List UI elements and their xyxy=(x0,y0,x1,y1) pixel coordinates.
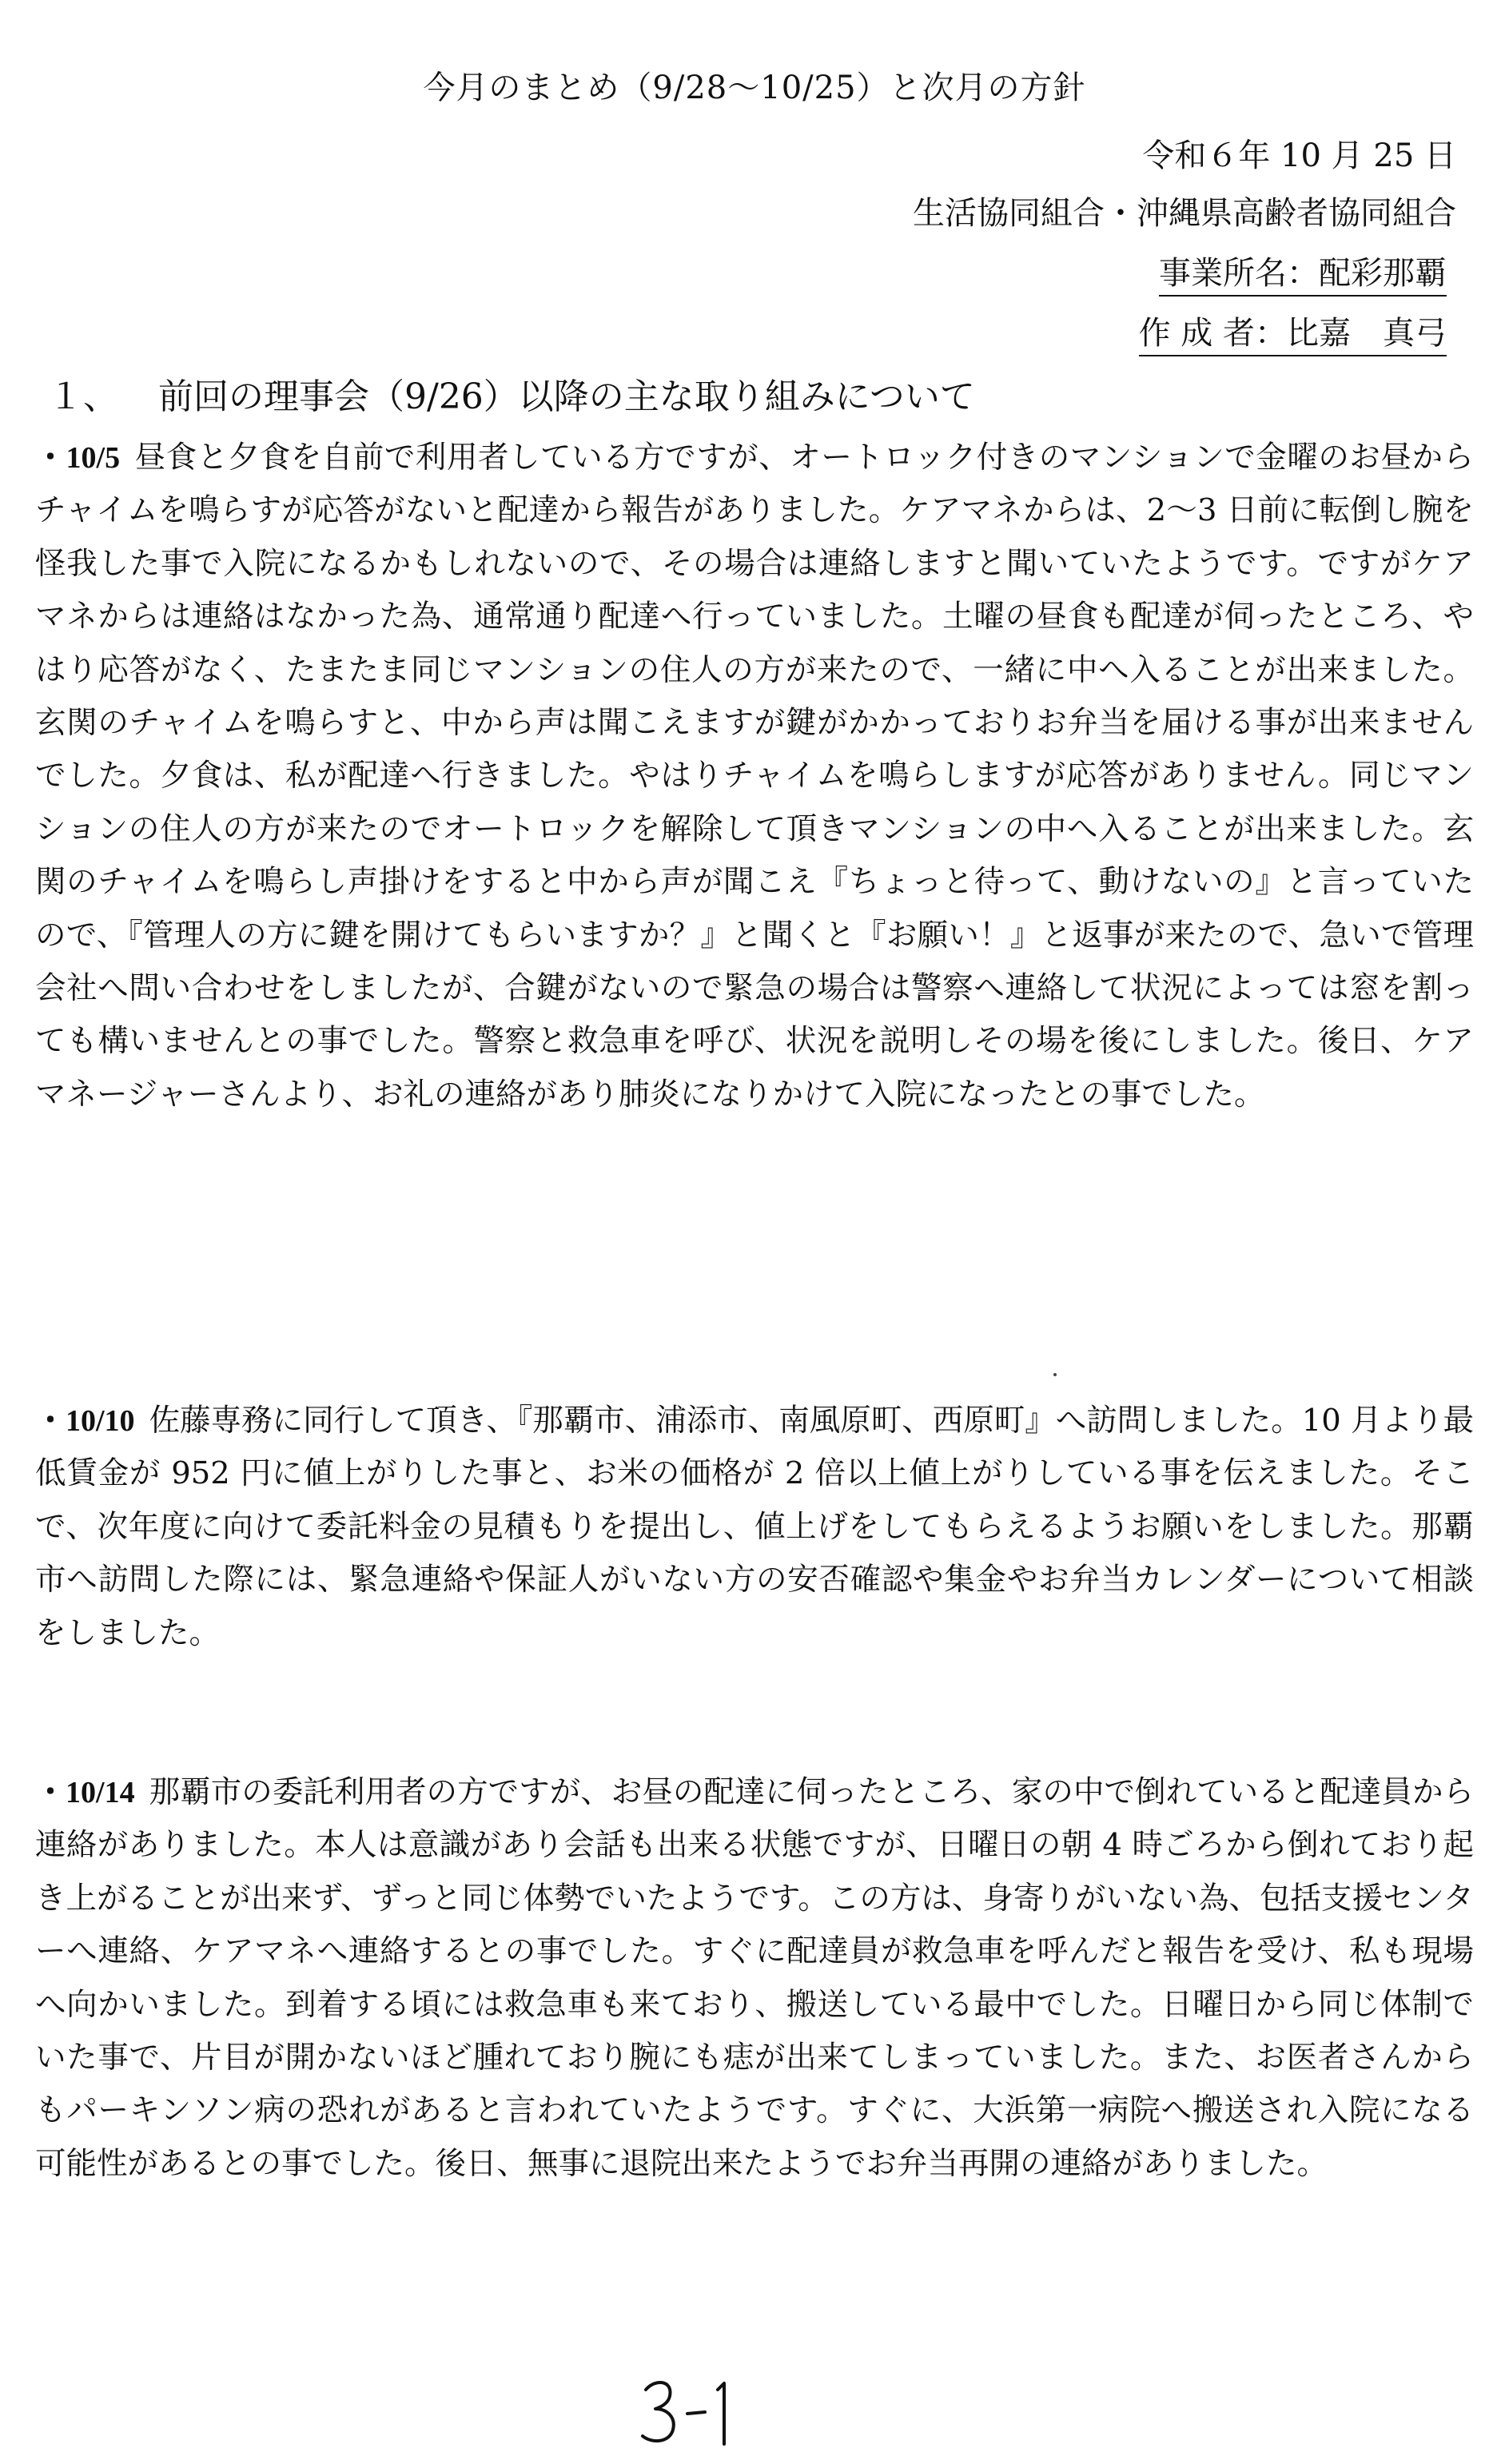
handwritten-page-number xyxy=(631,2372,775,2452)
section-heading xyxy=(48,368,975,419)
entry-date: ・10/14 xyxy=(35,1776,135,1809)
entry-text: 昼食と夕食を自前で利用者している方ですが、オートロック付きのマンションで金曜のお昼からチャイムを鳴らすが応答がないと配達から報告がありました。ケアマネからは、2～3 日前に転倒し腕を怪我した事で入院になるかもしれないので、その場合は連絡しますと聞いていたようです。ですがケアマネからは連絡はなかった為、通常通り配達へ行っていました。土曜の昼食も配達が伺ったところ、やはり応答がなく、たまたま同じマンションの住人の方が来たので、一緒に中へ入ることが出来ました。玄関のチャイムを鳴らすと、中から声は聞こえますが鍵がかかっておりお弁当を届ける事が出来ませんでした。夕食は、私が配達へ行きました。やはりチャイムを鳴らしますが応答がありません。同じマンションの住人の方が来たのでオートロックを解除して頂きマンションの中へ入ることが出来ました。玄関のチャイムを鳴らし声掛けをすると中から声が聞こえ『ちょっと待って、動けないの』と言っていたので、『管理人の方に鍵を開けてもらいますか？』と聞くと『お願い！』と返事が来たので、急いで管理会社へ問い合わせをしましたが、合鍵がないので緊急の場合は警察へ連絡して状況によっては窓を割っても構いませんとの事でした。警察と救急車を呼び、状況を説明しその場を後にしました。後日、ケアマネージャーさんより、お礼の連絡があり肺炎になりかけて入院になったとの事でした。 xyxy=(35,440,1474,1113)
entry-date: ・10/5 xyxy=(35,441,121,475)
section-number: １、 xyxy=(48,376,118,417)
document-title: 今月のまとめ（9/28～10/25）と次月の方針 xyxy=(423,70,1086,106)
office-name: 事業所名：配彩那覇 xyxy=(1159,248,1447,297)
entry-text: 佐藤専務に同行して頂き、『那覇市、浦添市、南風原町、西原町』へ訪問しました。10 月より最低賃金が 952 円に値上がりした事と、お米の価格が 2 倍以上値上がりしている事を伝えました。そこで、次年度に向けて委託料金の見積もりを提出し、値上げをしてもらえるようお願いをしました。那覇市へ訪問した際には、緊急連絡や保証人がいない方の安否確認や集金やお弁当カレンダーについて相談をしました。 xyxy=(35,1403,1475,1651)
entry-paragraph xyxy=(35,432,1474,1121)
author-name: 作 成 者：比嘉 真弓 xyxy=(1139,308,1447,356)
scan-speck xyxy=(1053,1373,1057,1376)
entry-text: 那覇市の委託利用者の方ですが、お昼の配達に伺ったところ、家の中で倒れていると配達員から連絡がありました。本人は意識があり会話も出来る状態ですが、日曜日の朝 4 時ごろから倒れており起き上がることが出来ず、ずっと同じ体勢でいたようです。この方は、身寄りがいない為、包括支援センターへ連絡、ケアマネへ連絡するとの事でした。すぐに配達員が救急車を呼んだと報告を受け、私も現場へ向かいました。到着する頃には救急車も来ており、搬送している最中でした。日曜日から同じ体制でいた事で、片目が開かないほど腫れており腕にも痣が出来てしまっていました。また、お医者さんからもパーキンソン病の恐れがあると言われていたようです。すぐに、大浜第一病院へ搬送され入院になる可能性があるとの事でした。後日、無事に退院出来たようでお弁当再開の連絡がありました。 xyxy=(35,1774,1474,2182)
section-title: 前回の理事会（9/26）以降の主な取り組みについて xyxy=(158,376,975,417)
organization-name: 生活協同組合・沖縄県高齢者協同組合 xyxy=(913,195,1456,232)
document-date: 令和６年 10 月 25 日 xyxy=(1142,137,1456,174)
entry-date: ・10/10 xyxy=(35,1404,135,1438)
entry-paragraph xyxy=(35,1766,1474,2191)
entry-paragraph xyxy=(35,1395,1474,1660)
